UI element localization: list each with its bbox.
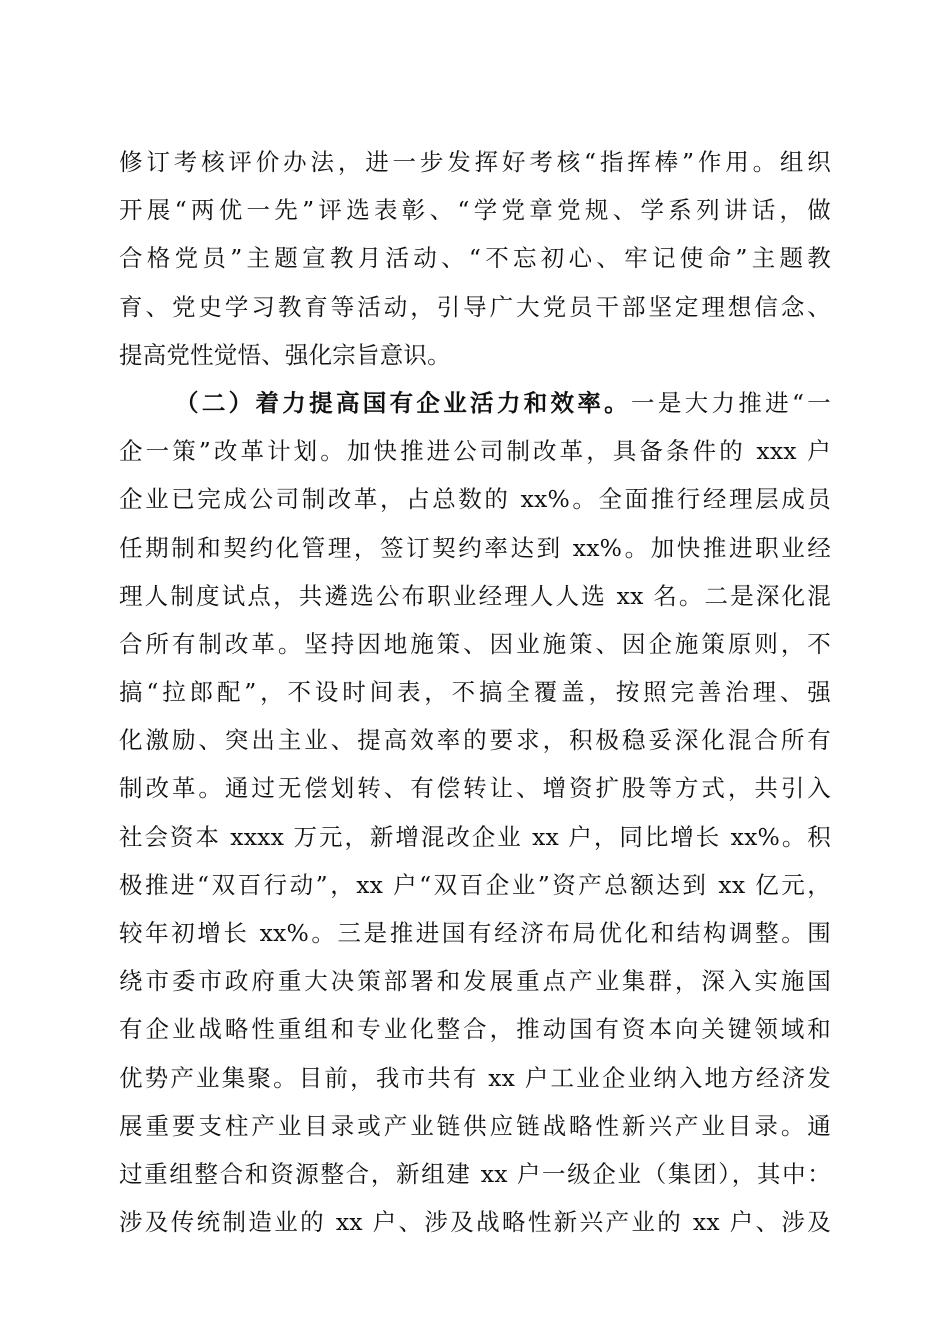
text-line: 涉及传统制造业的 xx 户、涉及战略性新兴产业的 xx 户、涉及	[119, 1208, 831, 1237]
text-line: 理人制度试点，共遴选公布职业经理人人选 xx 名。二是深化混	[119, 581, 831, 610]
text-line: 制改革。通过无偿划转、有偿转让、增资扩股等方式，共引入	[119, 774, 831, 803]
text-run: 一是大力推进“一	[631, 388, 831, 417]
text-line: 绕市委市政府重大决策部署和发展重点产业集群，深入实施国	[119, 967, 831, 996]
text-line: 育、党史学习教育等活动，引导广大党员干部坚定理想信念、	[119, 292, 831, 321]
text-line: 化激励、突出主业、提高效率的要求，积极稳妥深化混合所有	[119, 726, 831, 755]
text-line: 提高党性觉悟、强化宗旨意识。	[119, 340, 451, 369]
text-line: 任期制和契约化管理，签订契约率达到 xx%。加快推进职业经	[119, 533, 831, 562]
paragraph-1	[119, 138, 831, 379]
text-line: 展重要支柱产业目录或产业链供应链战略性新兴产业目录。通	[119, 1111, 831, 1140]
text-line: 极推进“双百行动”，xx 户“双百企业”资产总额达到 xx 亿元，	[119, 870, 831, 899]
text-line: 开展“两优一先”评选表彰、“学党章党规、学系列讲话，做	[119, 196, 831, 225]
text-line: 社会资本 xxxx 万元，新增混改企业 xx 户，同比增长 xx%。积	[119, 822, 831, 851]
text-line: 修订考核评价办法，进一步发挥好考核“指挥棒”作用。组织	[119, 148, 831, 176]
text-line: 企业已完成公司制改革，占总数的 xx%。全面推行经理层成员	[119, 485, 831, 514]
section-heading: （二）着力提高国有企业活力和效率。	[175, 388, 632, 417]
document-page	[119, 138, 831, 1246]
text-line-first	[119, 379, 831, 427]
text-line: 过重组整合和资源整合，新组建 xx 户一级企业（集团），其中：	[119, 1159, 831, 1188]
text-line: 合所有制改革。坚持因地施策、因业施策、因企施策原则，不	[119, 629, 831, 658]
text-line: 有企业战略性重组和专业化整合，推动国有资本向关键领域和	[119, 1015, 831, 1044]
text-line: 较年初增长 xx%。三是推进国有经济布局优化和结构调整。围	[119, 919, 831, 947]
text-line: 合格党员”主题宣教月活动、“不忘初心、牢记使命”主题教	[119, 244, 831, 273]
text-line: 优势产业集聚。目前，我市共有 xx 户工业企业纳入地方经济发	[119, 1063, 831, 1092]
text-line: 搞“拉郎配”，不设时间表，不搞全覆盖，按照完善治理、强	[119, 678, 831, 707]
paragraph-2	[119, 379, 831, 1246]
text-line: 企一策”改革计划。加快推进公司制改革，具备条件的 xxx 户	[119, 437, 831, 466]
